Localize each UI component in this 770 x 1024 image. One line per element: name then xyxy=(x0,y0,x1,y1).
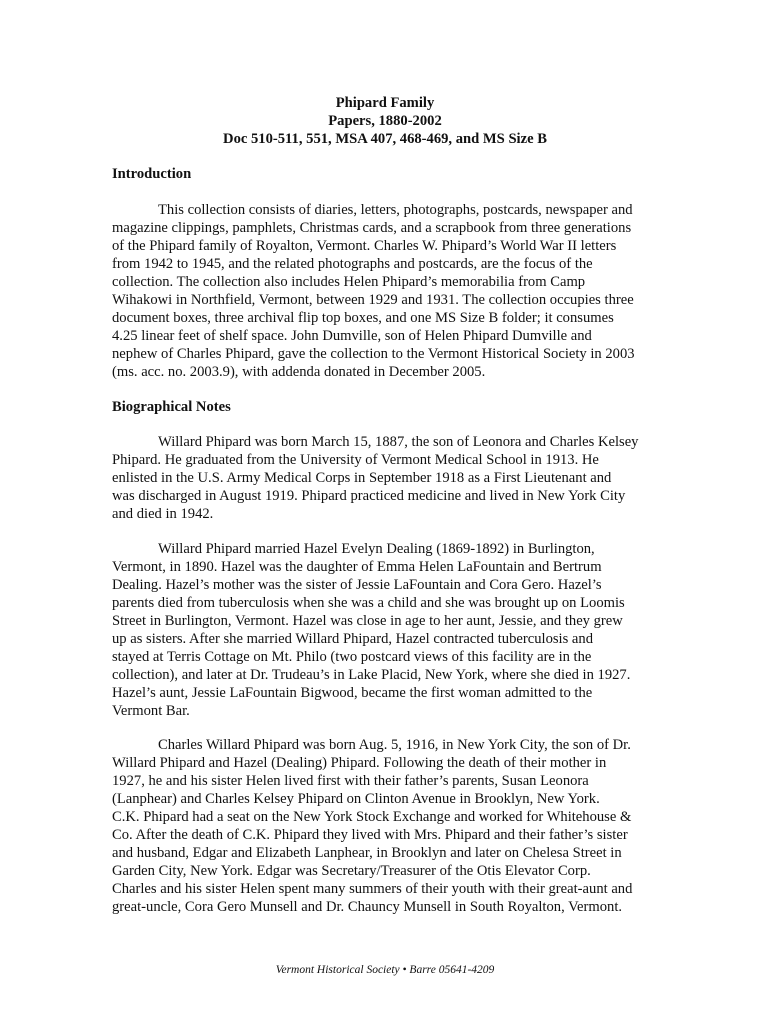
paragraph-line: nephew of Charles Phipard, gave the collection to the Vermont Historical Society in 2003 xyxy=(112,346,635,362)
paragraph-line: was discharged in August 1919. Phipard practiced medicine and lived in New York City xyxy=(112,488,626,504)
paragraph-line: up as sisters. After she married Willard Phipard, Hazel contracted tuberculosis and xyxy=(112,631,593,647)
paragraph-line: Willard Phipard was born March 15, 1887, the son of Leonora and Charles Kelsey xyxy=(158,434,639,450)
paragraph-line: Charles Willard Phipard was born Aug. 5, 1916, in New York City, the son of Dr. xyxy=(158,737,631,753)
paragraph-line: Co. After the death of C.K. Phipard they lived with Mrs. Phipard and their father’s sister xyxy=(112,827,628,843)
paragraph-line: magazine clippings, pamphlets, Christmas cards, and a scrapbook from three generations xyxy=(112,220,632,236)
title-line-1: Phipard Family xyxy=(335,95,435,111)
title-line-2: Papers, 1880-2002 xyxy=(328,113,442,129)
paragraph-line: Phipard. He graduated from the University of Vermont Medical School in 1913. He xyxy=(112,452,599,468)
paragraph-line: collection. The collection also includes Helen Phipard’s memorabilia from Camp xyxy=(112,274,586,290)
paragraph-line: Vermont Bar. xyxy=(112,703,190,719)
paragraph-line: This collection consists of diaries, letters, photographs, postcards, newspaper and xyxy=(158,202,633,218)
paragraph-line: enlisted in the U.S. Army Medical Corps in September 1918 as a First Lieutenant and xyxy=(112,470,612,486)
introduction-paragraph xyxy=(112,201,657,381)
paragraph-line: Willard Phipard married Hazel Evelyn Dealing (1869-1892) in Burlington, xyxy=(158,541,595,557)
paragraph-line: and husband, Edgar and Elizabeth Lanphear, in Brooklyn and later on Chelesa Street in xyxy=(112,845,622,861)
bio-paragraph-hazel xyxy=(112,540,657,720)
introduction-heading: Introduction xyxy=(112,166,192,182)
paragraph-line: Dealing. Hazel’s mother was the sister of Jessie LaFountain and Cora Gero. Hazel’s xyxy=(112,577,602,593)
paragraph-line: Vermont, in 1890. Hazel was the daughter of Emma Helen LaFountain and Bertrum xyxy=(112,559,602,575)
paragraph-line: collection), and later at Dr. Trudeau’s in Lake Placid, New York, where she died in 1927. xyxy=(112,667,631,683)
paragraph-line: and died in 1942. xyxy=(112,506,214,522)
paragraph-line: stayed at Terris Cottage on Mt. Philo (two postcard views of this facility are in the xyxy=(112,649,592,665)
paragraph-line: C.K. Phipard had a seat on the New York Stock Exchange and worked for Whitehouse & xyxy=(112,809,632,825)
document-title xyxy=(0,94,770,148)
biographical-notes-heading: Biographical Notes xyxy=(112,399,231,415)
paragraph-line: Garden City, New York. Edgar was Secretary/Treasurer of the Otis Elevator Corp. xyxy=(112,863,591,879)
paragraph-line: parents died from tuberculosis when she was a child and she was brought up on Loomis xyxy=(112,595,625,611)
paragraph-line: great-uncle, Cora Gero Munsell and Dr. Chauncy Munsell in South Royalton, Vermont. xyxy=(112,899,623,915)
bio-paragraph-charles xyxy=(112,736,657,916)
paragraph-line: Wihakowi in Northfield, Vermont, between 1929 and 1931. The collection occupies three xyxy=(112,292,634,308)
paragraph-line: (ms. acc. no. 2003.9), with addenda donated in December 2005. xyxy=(112,364,486,380)
bio-paragraph-willard xyxy=(112,433,657,523)
paragraph-line: from 1942 to 1945, and the related photographs and postcards, are the focus of the xyxy=(112,256,593,272)
paragraph-line: Willard Phipard and Hazel (Dealing) Phipard. Following the death of their mother in xyxy=(112,755,607,771)
title-line-3: Doc 510-511, 551, MSA 407, 468-469, and MS Size B xyxy=(223,131,547,147)
paragraph-line: Charles and his sister Helen spent many summers of their youth with their great-aunt and xyxy=(112,881,633,897)
paragraph-line: Hazel’s aunt, Jessie LaFountain Bigwood, became the first woman admitted to the xyxy=(112,685,593,701)
paragraph-line: document boxes, three archival flip top boxes, and one MS Size B folder; it consumes xyxy=(112,310,614,326)
paragraph-line: (Lanphear) and Charles Kelsey Phipard on Clinton Avenue in Brooklyn, New York. xyxy=(112,791,600,807)
paragraph-line: 4.25 linear feet of shelf space. John Dumville, son of Helen Phipard Dumville and xyxy=(112,328,592,344)
page-footer: Vermont Historical Society • Barre 05641-4209 xyxy=(275,964,495,976)
paragraph-line: 1927, he and his sister Helen lived first with their father’s parents, Susan Leonora xyxy=(112,773,589,789)
paragraph-line: Street in Burlington, Vermont. Hazel was close in age to her aunt, Jessie, and they grew xyxy=(112,613,623,629)
paragraph-line: of the Phipard family of Royalton, Vermont. Charles W. Phipard’s World War II letters xyxy=(112,238,617,254)
